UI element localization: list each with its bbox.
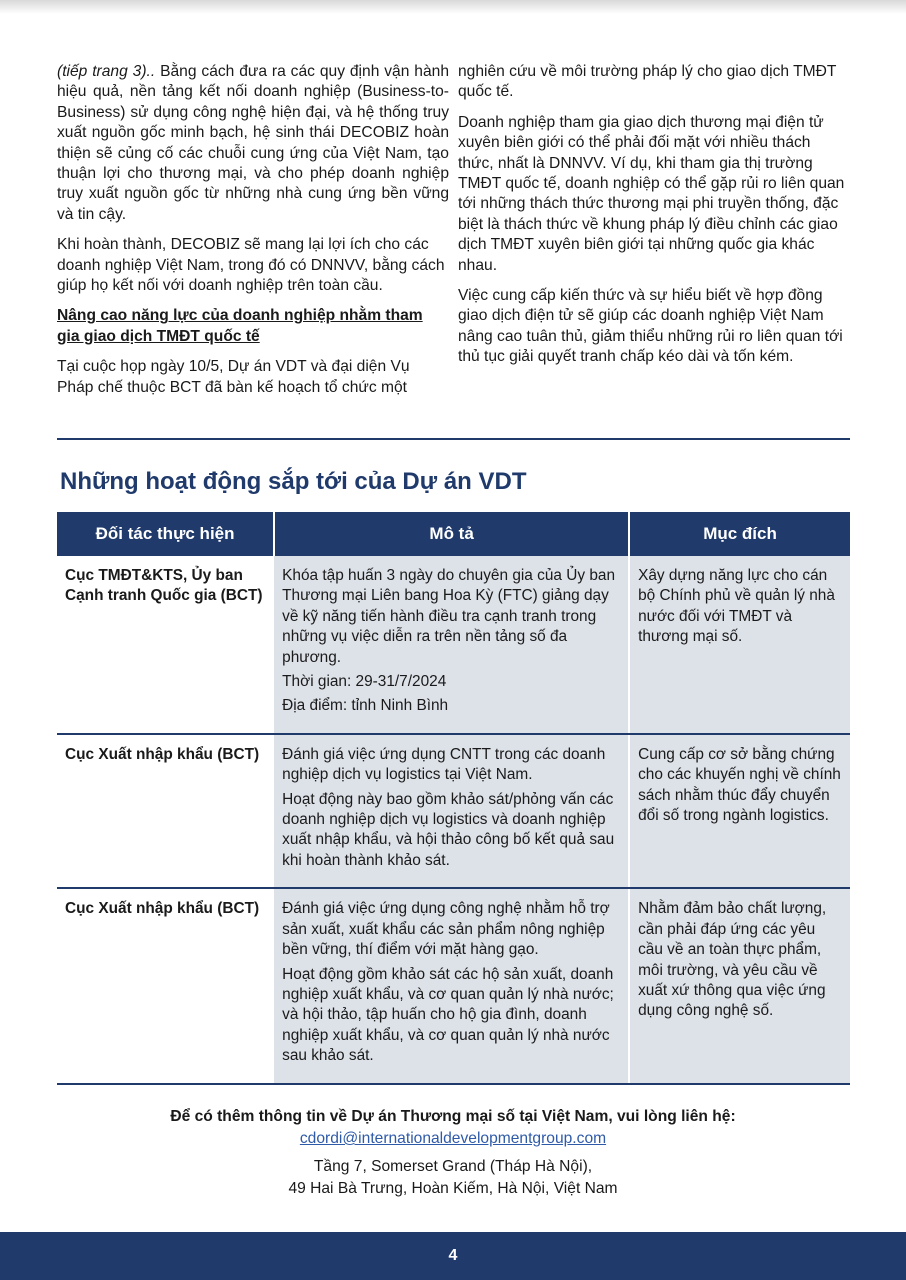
continuation-note: (tiếp trang 3).. bbox=[57, 63, 156, 80]
column-header-partner: Đối tác thực hiện bbox=[57, 512, 274, 556]
description-detail: Hoạt động gồm khảo sát các hộ sản xuất, doanh nghiệp xuất khẩu, và cơ quan quản lý nhà nước; và hội thảo, tập huấn cho hộ gia đình, doanh nghiệp xuất khẩu, và cơ quan quản lý nhà nước sau khảo sát. bbox=[282, 965, 614, 1065]
purpose-cell: Cung cấp cơ sở bằng chứng cho các khuyến nghị về chính sách nhằm thúc đẩy chuyển đổi số trong ngành logistics. bbox=[629, 734, 850, 888]
page-edge bbox=[0, 0, 906, 14]
description-text: Đánh giá việc ứng dụng CNTT trong các doanh nghiệp dịch vụ logistics tại Việt Nam. bbox=[282, 745, 606, 784]
contact-lead: Để có thêm thông tin về Dự án Thương mại số tại Việt Nam, vui lòng liên hệ: bbox=[170, 1108, 736, 1125]
page-footer bbox=[0, 1232, 906, 1280]
table-row bbox=[57, 888, 850, 1083]
description-text: Khóa tập huấn 3 ngày do chuyên gia của Ủy ban Thương mại Liên bang Hoa Kỳ (FTC) giảng dạy về kỹ năng tiến hành điều tra cạnh tranh trong những vụ việc diễn ra trên nền tảng số đa phương. bbox=[282, 567, 616, 666]
partner-cell: Cục TMĐT&KTS, Ủy ban Cạnh tranh Quốc gia (BCT) bbox=[57, 556, 274, 734]
description-cell bbox=[274, 556, 629, 734]
article-paragraph: Khi hoàn thành, DECOBIZ sẽ mang lại lợi ích cho các doanh nghiệp Việt Nam, trong đó có DNNVV, bằng cách giúp họ kết nối với doanh nghiệp trên toàn cầu. bbox=[57, 236, 445, 295]
article-text: Bằng cách đưa ra các quy định vận hành hiệu quả, nền tảng kết nối doanh nghiệp (Business-to-Business) sử dụng công nghệ hiện đại, và hệ thống truy xuất nguồn gốc minh bạch, hệ sinh thái DECOBIZ hoàn thiện sẽ củng cố các chuỗi cung ứng của Việt Nam, tạo thuận lợi cho thương mại, và cho phép doanh nghiệp truy xuất nguồn gốc từ những nhà cung ứng bền vững và tin cậy. bbox=[57, 63, 449, 223]
contact-email-link[interactable]: cdordi@internationaldevelopmentgroup.com bbox=[299, 1130, 607, 1147]
article-left-column bbox=[57, 62, 449, 408]
article-paragraph: nghiên cứu về môi trường pháp lý cho giao dịch TMĐT quốc tế. bbox=[458, 63, 837, 101]
description-detail: Hoạt động này bao gồm khảo sát/phỏng vấn các doanh nghiệp dịch vụ logistics và doanh nghiệp xuất nhập khẩu, và hội thảo công bố kết quả sau khi hoàn thành khảo sát. bbox=[282, 790, 615, 869]
page-number: 4 bbox=[448, 1247, 458, 1264]
partner-cell: Cục Xuất nhập khẩu (BCT) bbox=[57, 734, 274, 888]
description-time: Thời gian: 29-31/7/2024 bbox=[282, 673, 447, 691]
purpose-cell: Xây dựng năng lực cho cán bộ Chính phủ về quản lý nhà nước đối với TMĐT và thương mại số. bbox=[629, 556, 850, 734]
article-subheading: Nâng cao năng lực của doanh nghiệp nhằm tham gia giao dịch TMĐT quốc tế bbox=[57, 307, 423, 345]
partner-cell: Cục Xuất nhập khẩu (BCT) bbox=[57, 888, 274, 1083]
section-divider bbox=[57, 438, 850, 440]
contact-address-line-2: 49 Hai Bà Trưng, Hoàn Kiếm, Hà Nội, Việt Nam bbox=[288, 1180, 618, 1197]
table-row bbox=[57, 556, 850, 734]
contact-address-line-1: Tầng 7, Somerset Grand (Tháp Hà Nội), bbox=[313, 1158, 593, 1175]
description-cell bbox=[274, 888, 629, 1083]
description-text: Đánh giá việc ứng dụng công nghệ nhằm hỗ trợ sản xuất, xuất khẩu các sản phẩm nông nghiệp bền vững, thí điểm với mặt hàng gạo. bbox=[282, 900, 610, 959]
article-paragraph: Tại cuộc họp ngày 10/5, Dự án VDT và đại diện Vụ Pháp chế thuộc BCT đã bàn kế hoạch tổ chức một bbox=[57, 358, 410, 396]
article-paragraph: Doanh nghiệp tham gia giao dịch thương mại điện tử xuyên biên giới có thể phải đối mặt với nhiều thách thức, nhất là DNNVV. Ví dụ, khi tham gia thị trường TMĐT quốc tế, doanh nghiệp có thể gặp rủi ro liên quan tới những thách thức thương mại phi truyền thống, đặc biệt là thách thức về khung pháp lý điều chỉnh các giao dịch TMĐT xuyên biên giới tại những quốc gia khác nhau. bbox=[458, 113, 845, 274]
article-paragraph: Việc cung cấp kiến thức và sự hiểu biết về hợp đồng giao dịch điện tử sẽ giúp các doanh nghiệp Việt Nam nâng cao tuân thủ, giảm thiểu những rủi ro liên quan tới thủ tục giải quyết tranh chấp kéo dài và tốn kém. bbox=[458, 287, 843, 366]
description-location: Địa điểm: tỉnh Ninh Bình bbox=[282, 697, 449, 715]
contact-block bbox=[0, 1106, 906, 1200]
article-columns bbox=[57, 62, 850, 408]
section-title: Những hoạt động sắp tới của Dự án VDT bbox=[60, 468, 527, 495]
column-header-description: Mô tả bbox=[274, 512, 629, 556]
purpose-cell: Nhằm đảm bảo chất lượng, cần phải đáp ứng các yêu cầu về an toàn thực phẩm, môi trường, và yêu cầu về xuất xứ thông qua việc ứng dụng công nghệ số. bbox=[629, 888, 850, 1083]
column-header-purpose: Mục đích bbox=[629, 512, 850, 556]
activities-table bbox=[57, 512, 850, 1085]
table-row bbox=[57, 734, 850, 888]
article-right-column bbox=[458, 62, 850, 408]
article-paragraph bbox=[57, 62, 449, 225]
description-cell bbox=[274, 734, 629, 888]
table-header-row bbox=[57, 512, 850, 556]
